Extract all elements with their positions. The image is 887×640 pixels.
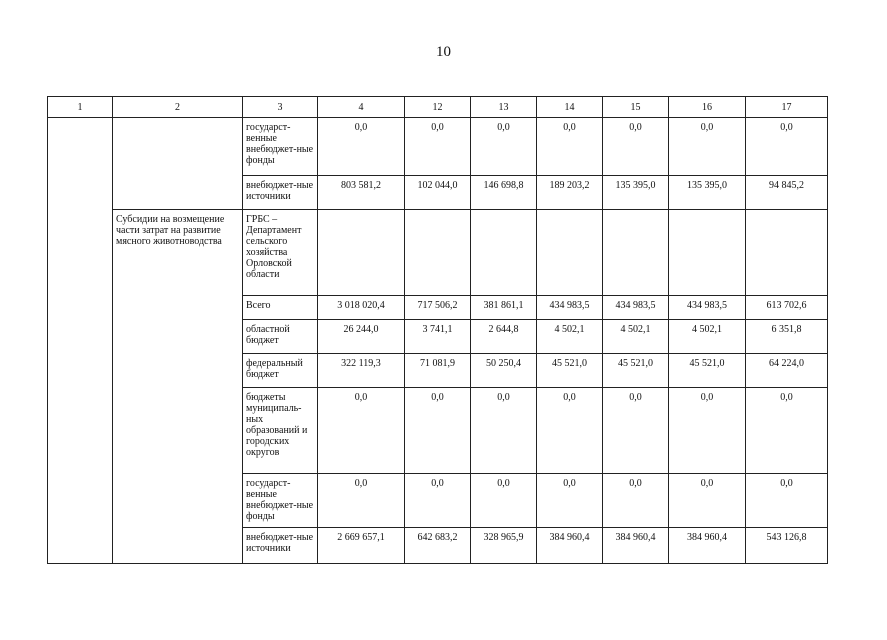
header-cell: 15 bbox=[603, 97, 669, 118]
value-cell: 189 203,2 bbox=[537, 176, 603, 210]
value-cell: 4 502,1 bbox=[537, 320, 603, 354]
header-cell: 12 bbox=[405, 97, 471, 118]
table-row bbox=[48, 210, 828, 296]
value-cell bbox=[746, 210, 828, 296]
column-2-cell bbox=[113, 118, 243, 210]
source-label: государст-венные внебюджет-ные фонды bbox=[243, 118, 318, 176]
value-cell: 0,0 bbox=[318, 118, 405, 176]
header-cell: 14 bbox=[537, 97, 603, 118]
value-cell bbox=[405, 210, 471, 296]
value-cell: 0,0 bbox=[405, 474, 471, 528]
value-cell: 0,0 bbox=[471, 118, 537, 176]
value-cell: 0,0 bbox=[537, 118, 603, 176]
value-cell: 0,0 bbox=[471, 474, 537, 528]
value-cell: 434 983,5 bbox=[669, 296, 746, 320]
value-cell: 45 521,0 bbox=[669, 354, 746, 388]
value-cell: 0,0 bbox=[669, 118, 746, 176]
value-cell: 45 521,0 bbox=[537, 354, 603, 388]
header-cell: 2 bbox=[113, 97, 243, 118]
value-cell: 6 351,8 bbox=[746, 320, 828, 354]
value-cell: 434 983,5 bbox=[537, 296, 603, 320]
value-cell: 0,0 bbox=[405, 118, 471, 176]
source-label: государст-венные внебюджет-ные фонды bbox=[243, 474, 318, 528]
header-cell: 17 bbox=[746, 97, 828, 118]
value-cell: 0,0 bbox=[405, 388, 471, 474]
column-1-cell bbox=[48, 118, 113, 564]
program-title-cell: Субсидии на возмещение части затрат на развитие мясного животноводства bbox=[113, 210, 243, 564]
value-cell: 384 960,4 bbox=[669, 528, 746, 564]
value-cell: 613 702,6 bbox=[746, 296, 828, 320]
budget-table bbox=[47, 96, 828, 564]
header-cell: 16 bbox=[669, 97, 746, 118]
header-cell: 13 bbox=[471, 97, 537, 118]
value-cell: 0,0 bbox=[537, 388, 603, 474]
table-row bbox=[48, 118, 828, 176]
value-cell bbox=[603, 210, 669, 296]
value-cell: 64 224,0 bbox=[746, 354, 828, 388]
value-cell: 328 965,9 bbox=[471, 528, 537, 564]
value-cell: 146 698,8 bbox=[471, 176, 537, 210]
value-cell: 135 395,0 bbox=[603, 176, 669, 210]
value-cell: 2 644,8 bbox=[471, 320, 537, 354]
value-cell: 0,0 bbox=[669, 474, 746, 528]
value-cell bbox=[669, 210, 746, 296]
value-cell: 50 250,4 bbox=[471, 354, 537, 388]
source-label: бюджеты муниципаль-ных образований и городских округов bbox=[243, 388, 318, 474]
value-cell: 45 521,0 bbox=[603, 354, 669, 388]
value-cell: 2 669 657,1 bbox=[318, 528, 405, 564]
value-cell: 717 506,2 bbox=[405, 296, 471, 320]
value-cell: 4 502,1 bbox=[603, 320, 669, 354]
source-label: внебюджет-ные источники bbox=[243, 528, 318, 564]
value-cell: 0,0 bbox=[603, 388, 669, 474]
value-cell: 94 845,2 bbox=[746, 176, 828, 210]
header-cell: 4 bbox=[318, 97, 405, 118]
value-cell: 0,0 bbox=[669, 388, 746, 474]
source-label: областной бюджет bbox=[243, 320, 318, 354]
value-cell: 434 983,5 bbox=[603, 296, 669, 320]
value-cell: 642 683,2 bbox=[405, 528, 471, 564]
source-label: федеральный бюджет bbox=[243, 354, 318, 388]
source-label: внебюджет-ные источники bbox=[243, 176, 318, 210]
page-number: 10 bbox=[436, 44, 451, 60]
value-cell: 71 081,9 bbox=[405, 354, 471, 388]
header-cell: 3 bbox=[243, 97, 318, 118]
value-cell: 384 960,4 bbox=[603, 528, 669, 564]
value-cell: 135 395,0 bbox=[669, 176, 746, 210]
value-cell: 384 960,4 bbox=[537, 528, 603, 564]
value-cell: 0,0 bbox=[318, 388, 405, 474]
value-cell: 0,0 bbox=[746, 118, 828, 176]
value-cell: 0,0 bbox=[746, 474, 828, 528]
value-cell: 0,0 bbox=[603, 118, 669, 176]
value-cell: 543 126,8 bbox=[746, 528, 828, 564]
value-cell bbox=[471, 210, 537, 296]
source-label: Всего bbox=[243, 296, 318, 320]
value-cell: 26 244,0 bbox=[318, 320, 405, 354]
value-cell bbox=[537, 210, 603, 296]
header-cell: 1 bbox=[48, 97, 113, 118]
value-cell: 0,0 bbox=[318, 474, 405, 528]
value-cell: 102 044,0 bbox=[405, 176, 471, 210]
value-cell: 0,0 bbox=[603, 474, 669, 528]
value-cell: 3 018 020,4 bbox=[318, 296, 405, 320]
value-cell bbox=[318, 210, 405, 296]
value-cell: 0,0 bbox=[746, 388, 828, 474]
value-cell: 0,0 bbox=[537, 474, 603, 528]
header-row bbox=[48, 97, 828, 118]
source-label: ГРБС – Департамент сельского хозяйства Орловской области bbox=[243, 210, 318, 296]
value-cell: 322 119,3 bbox=[318, 354, 405, 388]
value-cell: 4 502,1 bbox=[669, 320, 746, 354]
value-cell: 3 741,1 bbox=[405, 320, 471, 354]
value-cell: 0,0 bbox=[471, 388, 537, 474]
value-cell: 381 861,1 bbox=[471, 296, 537, 320]
value-cell: 803 581,2 bbox=[318, 176, 405, 210]
